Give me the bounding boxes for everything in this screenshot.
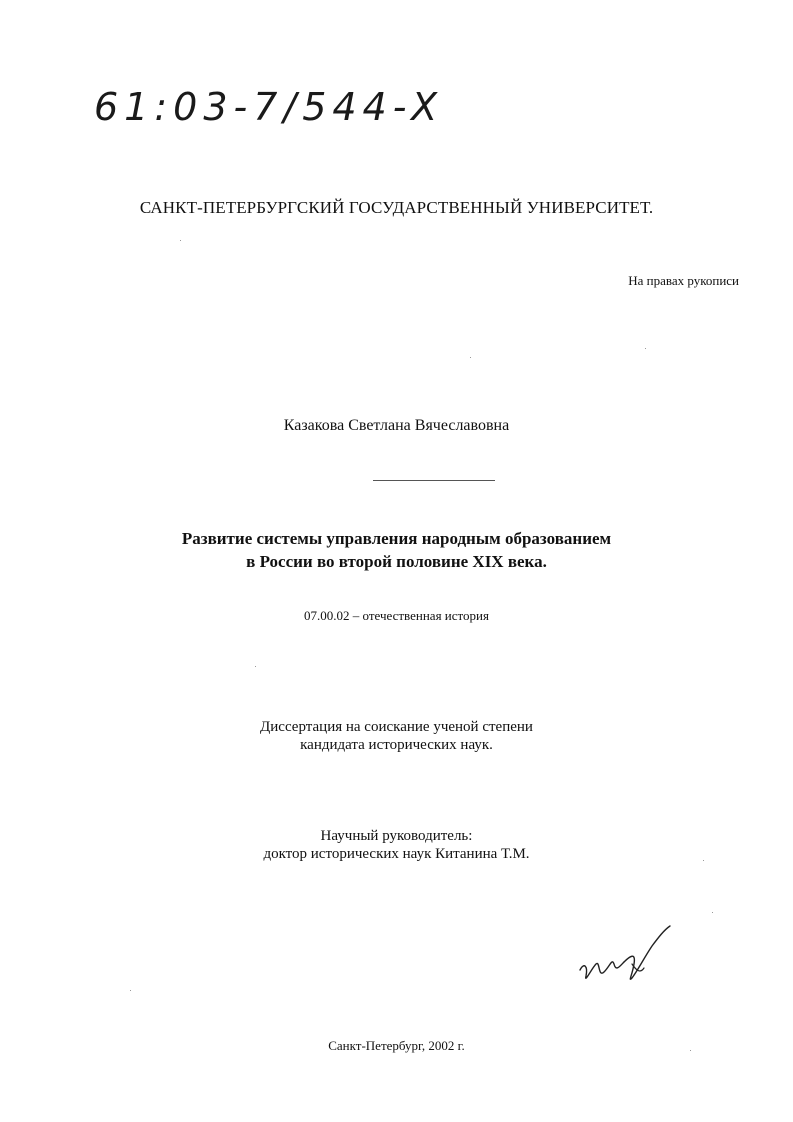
degree-statement-line-2: кандидата исторических наук. (300, 737, 493, 753)
university-name: САНКТ-ПЕТЕРБУРГСКИЙ ГОСУДАРСТВЕННЫЙ УНИВЕРСИТЕТ. (139, 198, 654, 217)
scan-speck (703, 860, 704, 861)
place-and-year: Санкт-Петербург, 2002 г. (328, 1038, 465, 1053)
specialty-code: 07.00.02 – отечественная история (304, 608, 489, 623)
scan-speck (470, 357, 471, 358)
divider-line (373, 480, 495, 481)
author-name: Казакова Светлана Вячеславовна (283, 417, 510, 434)
dissertation-title-line-1: Развитие системы управления народным образованием (181, 529, 612, 548)
dissertation-title (0, 527, 793, 573)
supervisor-label: Научный руководитель: (320, 828, 473, 844)
scan-speck (712, 912, 713, 913)
degree-statement (0, 718, 793, 754)
degree-statement-line-1: Диссертация на соискание ученой степени (260, 719, 533, 735)
scan-speck (690, 1050, 691, 1051)
manuscript-rights-note: На правах рукописи (628, 273, 739, 288)
archive-number-handwritten (90, 76, 490, 136)
archive-number-text: 61:03-7/544-X (94, 85, 444, 129)
scan-speck (255, 666, 256, 667)
dissertation-title-line-2: в России во второй половине XIX века. (246, 552, 547, 571)
scan-speck (130, 990, 131, 991)
scan-speck (180, 240, 181, 241)
handwritten-signature (570, 918, 680, 998)
supervisor-name: доктор исторических наук Китанина Т.М. (263, 846, 530, 862)
scientific-supervisor (0, 827, 793, 863)
scan-speck (645, 348, 646, 349)
